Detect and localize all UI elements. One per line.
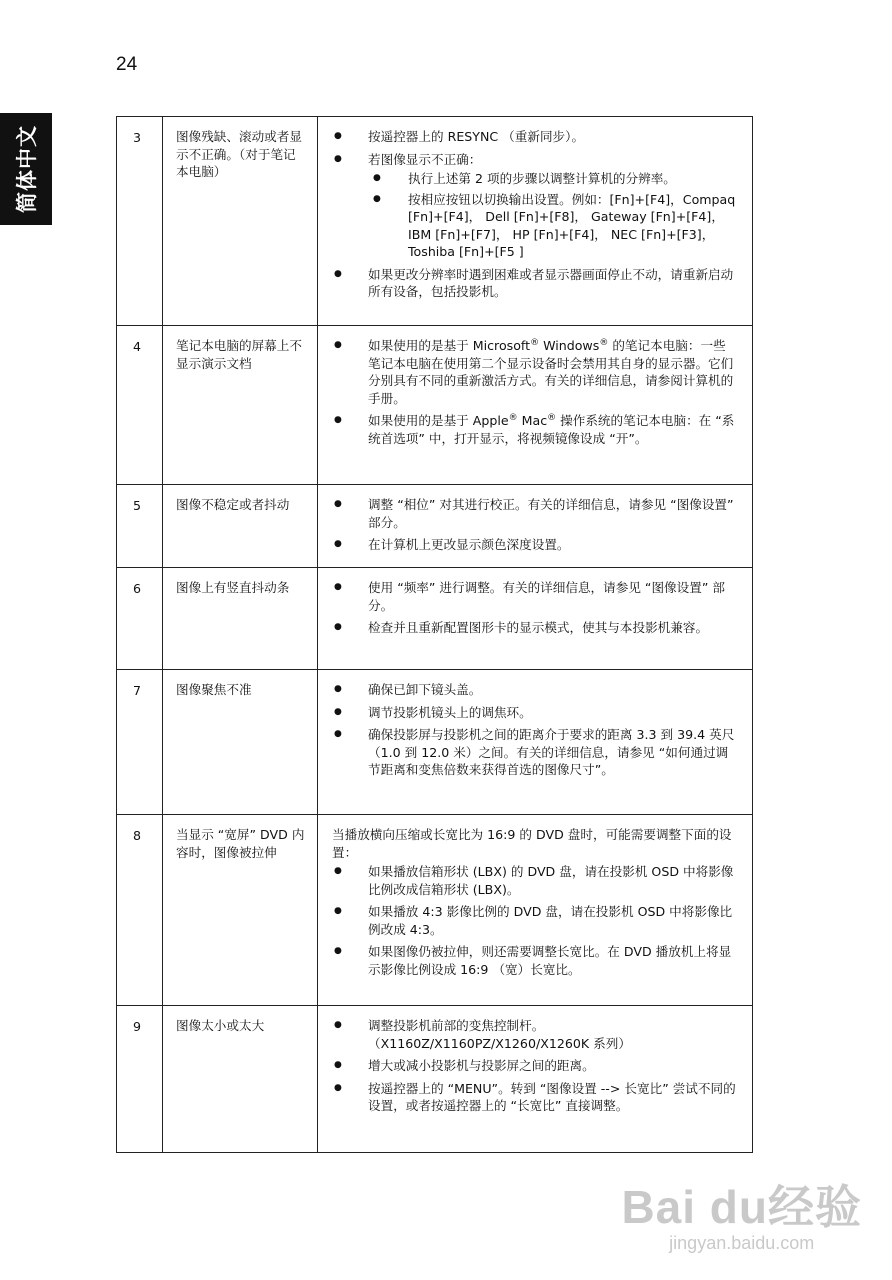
row-number: 8: [117, 815, 163, 1006]
registered-mark: ®: [530, 337, 540, 348]
baidu-watermark: [621, 1171, 862, 1254]
solution-list: [332, 337, 738, 447]
list-item: ● 确保已卸下镜头盖。: [332, 681, 738, 699]
solution-cell: [318, 485, 753, 568]
table-row: [117, 117, 753, 326]
solution-list: [332, 579, 738, 637]
list-item: ● 按遥控器上的 “MENU”。转到 “图像设置 --> 长宽比” 尝试不同的设置，或者按遥控器上的 “长宽比” 直接调整。: [332, 1080, 738, 1115]
solution-list: [332, 863, 738, 978]
problem-cell: 当显示 “宽屏” DVD 内容时，图像被拉伸: [163, 815, 318, 1006]
problem-cell: 图像太小或太大: [163, 1006, 318, 1153]
solution-cell: [318, 815, 753, 1006]
solution-cell: [318, 326, 753, 485]
list-item: ● 如果更改分辨率时遇到困难或者显示器画面停止不动，请重新启动所有设备，包括投影机。: [332, 266, 738, 301]
sub-list: [368, 170, 738, 261]
list-item: ● 按遥控器上的 RESYNC （重新同步）。: [332, 128, 738, 146]
sub-list-item: ● 执行上述第 2 项的步骤以调整计算机的分辨率。: [368, 170, 738, 188]
list-item: [332, 337, 738, 407]
solution-cell: [318, 568, 753, 670]
list-item-text: Windows: [539, 338, 600, 353]
list-item: ● 确保投影屏与投影机之间的距离介于要求的距离 3.3 到 39.4 英尺 （1.0 到 12.0 米）之间。有关的详细信息，请参见 “如何通过调节距离和变焦倍数来获得首选的图像尺寸”。: [332, 726, 738, 779]
problem-cell: 图像上有竖直抖动条: [163, 568, 318, 670]
table-row: [117, 1006, 753, 1153]
problem-cell: 图像不稳定或者抖动: [163, 485, 318, 568]
list-item: [332, 412, 738, 447]
registered-mark: ®: [599, 337, 609, 348]
table-row: [117, 326, 753, 485]
solution-list: [332, 496, 738, 554]
row-number: 5: [117, 485, 163, 568]
list-item: ● 在计算机上更改显示颜色深度设置。: [332, 536, 738, 554]
list-item-text: 的笔记本电脑：一些笔记本电脑在使用第二个显示设备时会禁用其自身的显示器。它们分别具有不同的重新激活方式。有关的详细信息，请参阅计算机的手册。: [368, 338, 734, 406]
problem-cell: 图像聚焦不准: [163, 670, 318, 815]
list-item: ● 调节投影机镜头上的调焦环。: [332, 704, 738, 722]
solution-cell: [318, 117, 753, 326]
list-item: [332, 151, 738, 261]
list-item: ● 如果播放信箱形状 (LBX) 的 DVD 盘，请在投影机 OSD 中将影像比例改成信箱形状 (LBX)。: [332, 863, 738, 898]
registered-mark: ®: [508, 412, 518, 423]
list-item: ● 使用 “频率” 进行调整。有关的详细信息，请参见 “图像设置” 部分。: [332, 579, 738, 614]
table-row: [117, 568, 753, 670]
list-item: ● 增大或减小投影机与投影屏之间的距离。: [332, 1057, 738, 1075]
list-item: ● 检查并且重新配置图形卡的显示模式，使其与本投影机兼容。: [332, 619, 738, 637]
problem-cell: 图像残缺、滚动或者显示不正确。（对于笔记本电脑）: [163, 117, 318, 326]
list-item-text: 若图像显示不正确：: [368, 151, 482, 167]
row-number: 9: [117, 1006, 163, 1153]
problem-cell: 笔记本电脑的屏幕上不显示演示文档: [163, 326, 318, 485]
solution-list: [332, 1017, 738, 1115]
list-item: ● 如果图像仍被拉伸，则还需要调整长宽比。在 DVD 播放机上将显示影像比例设成 16:9 （宽）长宽比。: [332, 943, 738, 978]
list-item-text: 如果使用的是基于 Apple: [368, 413, 509, 428]
solution-intro: 当播放横向压缩或长宽比为 16:9 的 DVD 盘时，可能需要调整下面的设置：: [332, 827, 732, 860]
list-item-text: 操作系统的笔记本电脑：在 “系统首选项” 中，打开显示，将视频镜像设成 “开”。: [368, 413, 735, 446]
language-tab: [0, 113, 52, 225]
language-tab-label: 简体中文: [15, 125, 39, 213]
list-item: ● 如果播放 4:3 影像比例的 DVD 盘，请在投影机 OSD 中将影像比例改成 4:3。: [332, 903, 738, 938]
list-item: ● 调整投影机前部的变焦控制杆。 （X1160Z/X1160PZ/X1260/X1260K 系列）: [332, 1017, 738, 1052]
row-number: 7: [117, 670, 163, 815]
list-item: ● 调整 “相位” 对其进行校正。有关的详细信息，请参见 “图像设置” 部分。: [332, 496, 738, 531]
table-row: [117, 670, 753, 815]
table-row: [117, 815, 753, 1006]
watermark-logo: Bai du经验: [621, 1181, 862, 1233]
solution-cell: [318, 1006, 753, 1153]
troubleshooting-table: [116, 116, 753, 1153]
page-number: 24: [116, 54, 138, 75]
list-item-text: Mac: [517, 413, 548, 428]
solution-cell: [318, 670, 753, 815]
row-number: 3: [117, 117, 163, 326]
list-item-text: 如果使用的是基于 Microsoft: [368, 338, 531, 353]
row-number: 4: [117, 326, 163, 485]
table-row: [117, 485, 753, 568]
solution-list: [332, 681, 738, 779]
watermark-url: jingyan.baidu.com: [669, 1233, 815, 1253]
registered-mark: ®: [547, 412, 557, 423]
sub-list-item: ● 按相应按钮以切换输出设置。例如：[Fn]+[F4]，Compaq [Fn]+[F4]， Dell [Fn]+[F8]， Gateway [Fn]+[F4]， IBM [Fn]+[F7]， HP [Fn]+[F4]， NEC [Fn]+[F3]， Toshiba [Fn]+[F5 ]: [368, 191, 738, 261]
solution-list: [332, 128, 738, 301]
row-number: 6: [117, 568, 163, 670]
